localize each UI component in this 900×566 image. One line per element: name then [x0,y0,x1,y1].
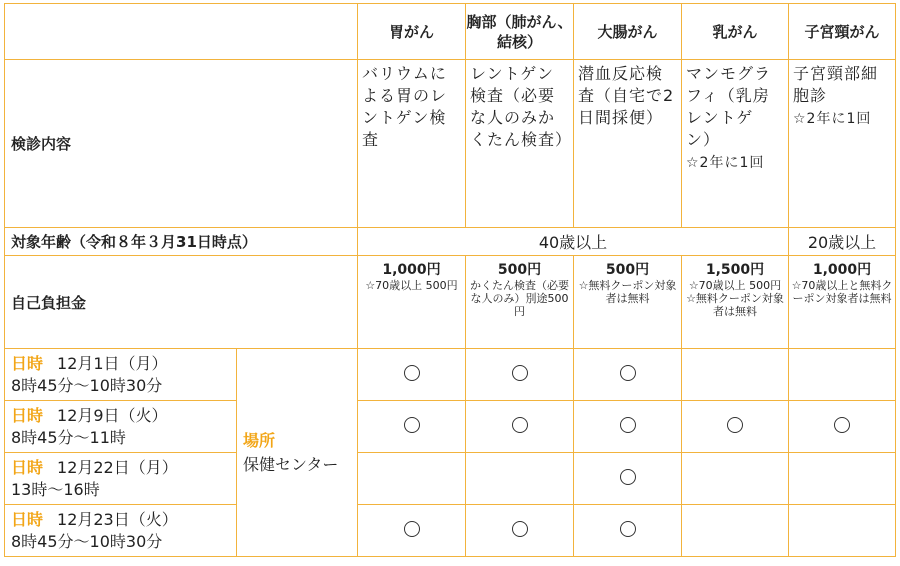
mark-cell [682,505,789,557]
fee-stomach-price: 1,000円 [382,262,441,278]
available-circle-mark [512,417,528,433]
time-value-3: 13時〜16時 [11,479,100,499]
available-circle-mark [620,469,636,485]
fee-colon [574,256,682,349]
time-value-2: 8時45分〜11時 [11,427,126,447]
content-cervical-main: 子宮頸部細胞診 [793,64,879,105]
screening-schedule-table [4,3,896,557]
date-value-1: 12月1日（月） [57,353,168,373]
available-circle-mark [620,365,636,381]
header-lung: 胸部（肺がん、結核） [466,4,574,60]
mark-cell [574,453,682,505]
fee-lung-price: 500円 [497,262,542,278]
available-circle-mark [834,417,850,433]
date-row-4 [5,505,896,557]
date-label-4: 日時 [11,509,44,529]
time-value-1: 8時45分〜10時30分 [11,375,163,395]
date-cell-2 [5,401,237,453]
mark-cell [358,453,466,505]
fee-cervical-price: 1,000円 [812,262,872,278]
available-circle-mark [512,521,528,537]
content-cervical-note: ☆2年に1回 [793,111,872,127]
mark-cell [682,349,789,401]
mark-cell [789,453,896,505]
mark-cell [358,505,466,557]
mark-cell [466,401,574,453]
mark-cell [574,505,682,557]
fee-lung [466,256,574,349]
header-stomach: 胃がん [358,4,466,60]
date-label-3: 日時 [11,457,44,477]
available-circle-mark [404,365,420,381]
mark-cell [466,453,574,505]
available-circle-mark [727,417,743,433]
content-stomach: バリウムによる胃のレントゲン検査 [358,60,466,228]
age-row [5,228,896,256]
date-label-1: 日時 [11,353,44,373]
header-blank-cell [5,4,358,60]
mark-cell [682,401,789,453]
age-over40: 40歳以上 [358,228,789,256]
content-breast [682,60,789,228]
date-value-3: 12月22日（月） [57,457,178,477]
header-colon: 大腸がん [574,4,682,60]
available-circle-mark [404,521,420,537]
mark-cell [789,349,896,401]
place-value: 保健センター [243,454,339,474]
mark-cell [789,401,896,453]
date-cell-3 [5,453,237,505]
available-circle-mark [512,365,528,381]
fee-breast-note-1: ☆70歳以上 500円 [688,279,782,292]
fee-breast [682,256,789,349]
fee-stomach-note: ☆70歳以上 500円 [365,279,458,292]
content-breast-note: ☆2年に1回 [686,155,765,171]
fee-breast-note-2: ☆無料クーポン対象者は無料 [686,292,784,318]
fee-cervical [789,256,896,349]
fee-label: 自己負担金 [5,256,358,349]
fee-stomach [358,256,466,349]
fee-lung-note: かくたん検査（必要な人のみ）別途500円 [470,279,569,318]
date-value-2: 12月9日（火） [57,405,168,425]
content-breast-main: マンモグラフィ（乳房レントゲン） [686,64,772,149]
header-breast: 乳がん [682,4,789,60]
header-cervical: 子宮頸がん [789,4,896,60]
available-circle-mark [404,417,420,433]
date-cell-1 [5,349,237,401]
date-label-2: 日時 [11,405,44,425]
place-cell [237,349,358,557]
content-colon: 潜血反応検査（自宅で2日間採便） [574,60,682,228]
fee-row [5,256,896,349]
mark-cell [574,401,682,453]
mark-cell [466,505,574,557]
available-circle-mark [620,521,636,537]
time-value-4: 8時45分〜10時30分 [11,531,163,551]
date-cell-4 [5,505,237,557]
content-cervical [789,60,896,228]
mark-cell [358,401,466,453]
date-row-3 [5,453,896,505]
mark-cell [682,453,789,505]
available-circle-mark [620,417,636,433]
age-over20: 20歳以上 [789,228,896,256]
header-row [5,4,896,60]
mark-cell [358,349,466,401]
fee-colon-price: 500円 [605,262,650,278]
fee-cervical-note: ☆70歳以上と無料クーポン対象者は無料 [791,279,893,305]
fee-colon-note: ☆無料クーポン対象者は無料 [578,279,677,305]
content-row [5,60,896,228]
mark-cell [574,349,682,401]
content-lung: レントゲン検査（必要な人のみかくたん検査） [466,60,574,228]
mark-cell [466,349,574,401]
date-value-4: 12月23日（火） [57,509,178,529]
place-label: 場所 [243,430,276,450]
mark-cell [789,505,896,557]
date-row-2 [5,401,896,453]
age-label: 対象年齢（令和８年３月31日時点） [5,228,358,256]
date-row-1 [5,349,896,401]
content-label: 検診内容 [5,60,358,228]
fee-breast-price: 1,500円 [705,262,765,278]
